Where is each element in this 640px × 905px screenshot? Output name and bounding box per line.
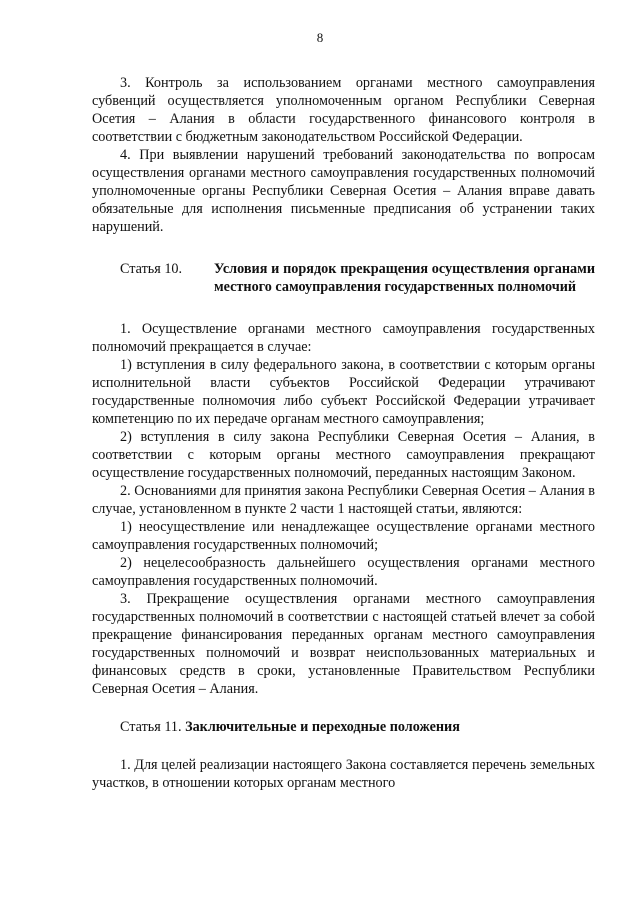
article-10-title: Условия и порядок прекращения осуществления органами местного самоуправления государственных полномочий bbox=[214, 261, 595, 295]
article-10-heading bbox=[92, 260, 595, 296]
paragraph-federal-law: 1) вступления в силу федерального закона, в соответствии с которым органы исполнительной власти субъектов Российской Федерации утрачивают государственные полномочия либо субъект Российской Федерации утрачивает компетенцию по их передаче органам местного самоуправления; bbox=[92, 357, 595, 427]
article-10-label: Статья 10. bbox=[120, 261, 183, 277]
paragraph-land-list: 1. Для целей реализации настоящего Закона составляется перечень земельных участков, в отношении которых органам местного bbox=[92, 757, 595, 791]
article-11-heading bbox=[92, 718, 595, 736]
page-number: 8 bbox=[316, 30, 324, 45]
paragraph-termination-cases: 1. Осуществление органами местного самоуправления государственных полномочий прекращается в случае: bbox=[92, 321, 595, 355]
article-11-title: Заключительные и переходные положения bbox=[185, 719, 460, 735]
paragraph-control-subventions: 3. Контроль за использованием органами местного самоуправления субвенций осуществляется уполномоченным органом Республики Северная Осетия – Алания в области государственного финансового контроля в соответствии с бюджетным законодательством Российской Федерации. bbox=[92, 75, 595, 145]
paragraph-non-performance: 1) неосуществление или ненадлежащее осуществление органами местного самоуправления государственных полномочий; bbox=[92, 519, 595, 553]
paragraph-grounds: 2. Основаниями для принятия закона Республики Северная Осетия – Алания в случае, установленном в пункте 2 части 1 настоящей статьи, являются: bbox=[92, 483, 596, 517]
article-11-label: Статья 11. bbox=[120, 719, 182, 735]
paragraph-republic-law: 2) вступления в силу закона Республики Северная Осетия – Алания, в соответствии с которым органы местного самоуправления прекращают осуществление государственных полномочий, переданных настоящим Законом. bbox=[92, 429, 595, 481]
paragraph-financing-termination: 3. Прекращение осуществления органами местного самоуправления государственных полномочий в соответствии с настоящей статьей влечет за собой прекращение финансирования переданных органам местного самоуправления государственных полномочий и возврат неиспользованных материальных и финансовых средств в сроки, установленные Правительством Республики Северная Осетия – Алания. bbox=[92, 591, 595, 697]
document-body bbox=[92, 74, 595, 792]
paragraph-violations: 4. При выявлении нарушений требований законодательства по вопросам осуществления органами местного самоуправления государственных полномочий уполномоченные органы Республики Северная Осетия – Алания вправе давать обязательные для исполнения письменные предписания об устранении таких нарушений. bbox=[92, 147, 595, 235]
paragraph-inexpediency: 2) нецелесообразность дальнейшего осуществления органами местного самоуправления государственных полномочий. bbox=[92, 555, 595, 589]
